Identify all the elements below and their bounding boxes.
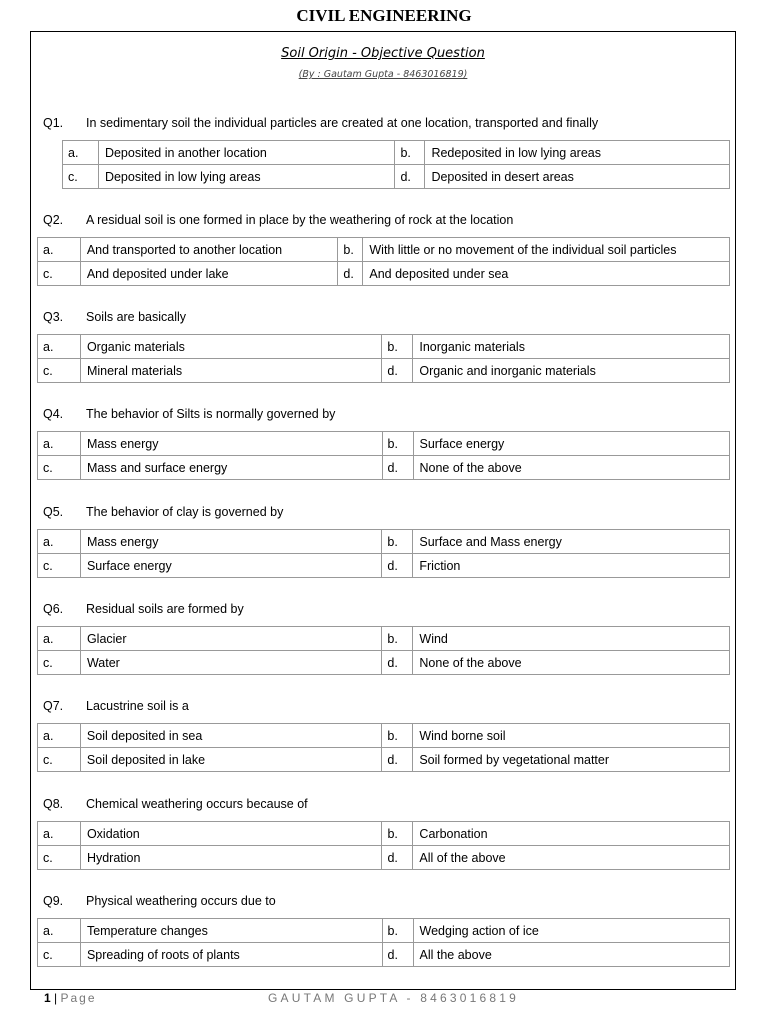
option-text: Soil formed by vegetational matter: [413, 748, 730, 772]
options-row: [63, 165, 730, 189]
options-row: [38, 238, 730, 262]
option-label: d.: [395, 165, 425, 189]
option-label: c.: [38, 846, 81, 870]
option-text: None of the above: [413, 651, 730, 675]
page-header: CIVIL ENGINEERING: [296, 6, 472, 25]
option-text: Deposited in low lying areas: [98, 165, 395, 189]
option-text: Hydration: [80, 846, 382, 870]
option-label: a.: [38, 627, 81, 651]
option-label: d.: [382, 456, 413, 480]
options-table-2: [37, 237, 730, 286]
question-number: Q8.: [43, 797, 64, 811]
option-label: b.: [338, 238, 363, 262]
option-text: Soil deposited in lake: [80, 748, 381, 772]
question-text: The behavior of clay is governed by: [86, 505, 284, 519]
option-label: a.: [38, 432, 81, 456]
option-text: Mineral materials: [80, 359, 381, 383]
option-label: b.: [382, 627, 413, 651]
option-label: a.: [38, 530, 81, 554]
option-text: Mass energy: [80, 432, 382, 456]
option-label: c.: [38, 748, 81, 772]
option-text: And deposited under lake: [80, 262, 338, 286]
option-label: c.: [38, 943, 81, 967]
options-row: [38, 627, 730, 651]
option-label: c.: [38, 554, 81, 578]
question-text: The behavior of Silts is normally governed by: [86, 407, 336, 421]
footer-author: GAUTAM GUPTA - 8463016819: [268, 991, 519, 1005]
option-text: Carbonation: [413, 822, 730, 846]
option-label: a.: [38, 724, 81, 748]
option-text: With little or no movement of the individual soil particles: [363, 238, 730, 262]
option-text: Temperature changes: [80, 919, 382, 943]
option-text: Deposited in another location: [98, 141, 395, 165]
option-label: b.: [382, 335, 413, 359]
options-row: [38, 456, 730, 480]
options-row: [38, 748, 730, 772]
question-number: Q5.: [43, 505, 64, 519]
question-number: Q7.: [43, 699, 64, 713]
option-text: Spreading of roots of plants: [80, 943, 382, 967]
option-text: Redeposited in low lying areas: [425, 141, 730, 165]
option-label: a.: [63, 141, 99, 165]
options-table-4: [37, 431, 730, 480]
sheet-title: Soil Origin - Objective Question: [281, 46, 485, 61]
question-text: Chemical weathering occurs because of: [86, 797, 308, 811]
question-number: Q3.: [43, 310, 64, 324]
option-text: Organic materials: [80, 335, 381, 359]
options-table-3: [37, 334, 730, 383]
question-1: [43, 116, 598, 130]
option-text: Surface energy: [413, 432, 730, 456]
option-label: b.: [382, 432, 413, 456]
options-table-5: [37, 529, 730, 578]
option-label: d.: [338, 262, 363, 286]
option-text: Inorganic materials: [413, 335, 730, 359]
option-text: All of the above: [413, 846, 730, 870]
option-label: b.: [395, 141, 425, 165]
options-row: [38, 335, 730, 359]
options-row: [38, 724, 730, 748]
options-row: [38, 943, 730, 967]
option-label: a.: [38, 238, 81, 262]
page-indicator: [44, 991, 97, 1005]
option-text: Surface energy: [80, 554, 381, 578]
question-8: [43, 797, 308, 811]
question-number: Q4.: [43, 407, 64, 421]
option-label: a.: [38, 822, 81, 846]
option-text: Mass energy: [80, 530, 381, 554]
question-text: Residual soils are formed by: [86, 602, 244, 616]
option-text: Surface and Mass energy: [413, 530, 730, 554]
option-label: c.: [38, 651, 81, 675]
option-text: Mass and surface energy: [80, 456, 382, 480]
options-row: [38, 554, 730, 578]
question-3: [43, 310, 186, 324]
option-label: d.: [382, 846, 413, 870]
question-number: Q6.: [43, 602, 64, 616]
options-table-6: [37, 626, 730, 675]
option-label: d.: [382, 554, 413, 578]
question-6: [43, 602, 244, 616]
options-table-1: [62, 140, 730, 189]
option-label: c.: [38, 262, 81, 286]
option-text: None of the above: [413, 456, 730, 480]
question-7: [43, 699, 189, 713]
options-table-7: [37, 723, 730, 772]
option-text: Deposited in desert areas: [425, 165, 730, 189]
option-text: Water: [80, 651, 381, 675]
option-text: And deposited under sea: [363, 262, 730, 286]
question-text: Lacustrine soil is a: [86, 699, 189, 713]
option-label: d.: [382, 359, 413, 383]
options-row: [38, 822, 730, 846]
option-label: c.: [38, 359, 81, 383]
option-label: c.: [63, 165, 99, 189]
page-separator: |: [54, 991, 58, 1005]
option-label: b.: [382, 530, 413, 554]
option-text: Soil deposited in sea: [80, 724, 381, 748]
options-row: [38, 846, 730, 870]
option-label: b.: [382, 822, 413, 846]
question-text: Physical weathering occurs due to: [86, 894, 276, 908]
page-number: 1: [44, 991, 51, 1005]
question-4: [43, 407, 335, 421]
options-row: [63, 141, 730, 165]
question-5: [43, 505, 283, 519]
question-text: A residual soil is one formed in place by the weathering of rock at the location: [86, 213, 514, 227]
options-row: [38, 432, 730, 456]
option-label: c.: [38, 456, 81, 480]
options-table-9: [37, 918, 730, 967]
options-row: [38, 530, 730, 554]
question-9: [43, 894, 276, 908]
option-text: All the above: [413, 943, 729, 967]
option-text: Wind: [413, 627, 730, 651]
options-row: [38, 262, 730, 286]
options-row: [38, 359, 730, 383]
options-row: [38, 919, 730, 943]
question-number: Q2.: [43, 213, 64, 227]
option-label: d.: [382, 943, 413, 967]
option-text: And transported to another location: [80, 238, 338, 262]
page-word: Page: [60, 991, 97, 1005]
options-row: [38, 651, 730, 675]
option-label: a.: [38, 335, 81, 359]
question-number: Q1.: [43, 116, 64, 130]
sheet-byline: (By : Gautam Gupta - 8463016819): [298, 69, 468, 80]
option-text: Wedging action of ice: [413, 919, 729, 943]
option-text: Organic and inorganic materials: [413, 359, 730, 383]
option-label: d.: [382, 748, 413, 772]
question-text: Soils are basically: [86, 310, 187, 324]
options-table-8: [37, 821, 730, 870]
option-text: Glacier: [80, 627, 381, 651]
option-label: d.: [382, 651, 413, 675]
option-label: b.: [382, 724, 413, 748]
question-2: [43, 213, 513, 227]
question-text: In sedimentary soil the individual particles are created at one location, transported and finally: [86, 116, 599, 130]
option-label: b.: [382, 919, 413, 943]
option-text: Oxidation: [80, 822, 382, 846]
option-text: Wind borne soil: [413, 724, 730, 748]
option-text: Friction: [413, 554, 730, 578]
question-number: Q9.: [43, 894, 64, 908]
option-label: a.: [38, 919, 81, 943]
